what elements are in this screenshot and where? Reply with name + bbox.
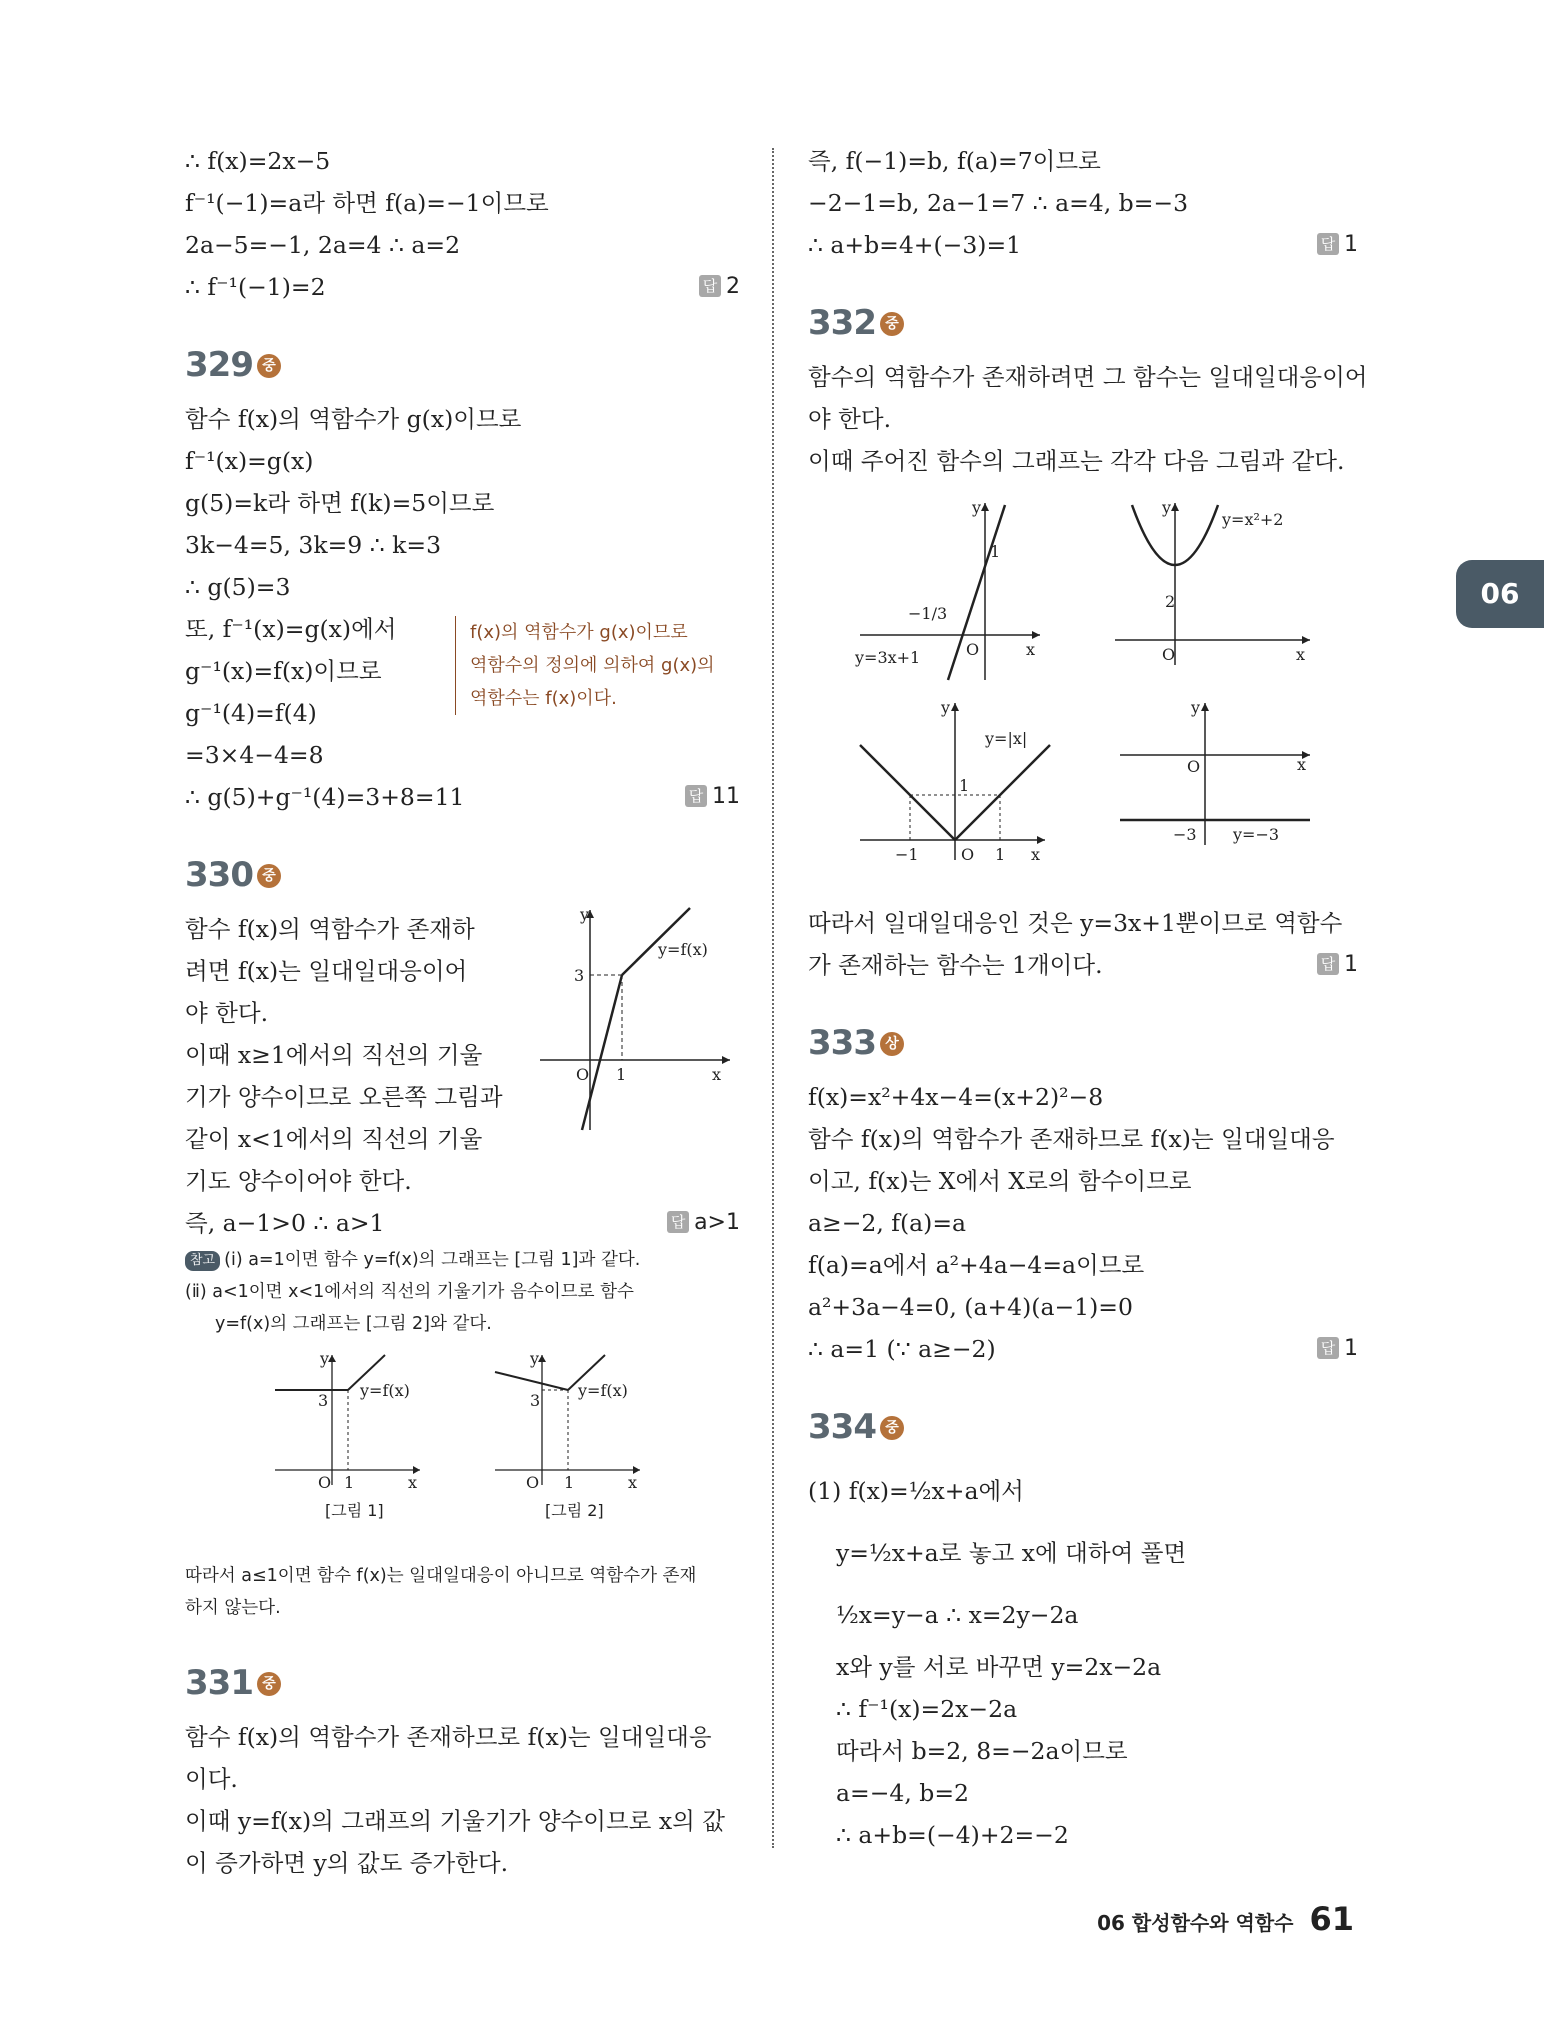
level-badge: 중 — [880, 312, 904, 336]
answer-mark — [699, 266, 740, 308]
problem-number: 334 — [808, 1407, 876, 1447]
axis-label-y: y — [941, 698, 951, 717]
page-number: 61 — [1309, 1900, 1354, 1938]
reference-text: (ⅰ) a=1이면 함수 y=f(x)의 그래프는 [그림 1]과 같다. — [224, 1250, 641, 1270]
origin-label: O — [1187, 757, 1201, 776]
solution-line: g⁻¹(4)=f(4) — [185, 699, 317, 727]
answer-mark — [1317, 944, 1358, 986]
footer-title: 06 합성함수와 역함수 — [1097, 1911, 1294, 1935]
solution-line — [185, 776, 740, 818]
solution-line: ∴ f(x)=2x−5 — [185, 147, 331, 175]
solution-line: 또, f⁻¹(x)=g(x)에서 — [185, 615, 397, 643]
page-footer — [1097, 1900, 1354, 1938]
tick-label: −1/3 — [908, 604, 948, 623]
origin-label: O — [961, 845, 975, 864]
solution-line: 3k−4=5, 3k=9 ∴ k=3 — [185, 531, 442, 559]
solution-line: 함수 f(x)의 역함수가 존재하 — [185, 915, 475, 943]
graph-label: y=f(x) — [360, 1381, 410, 1400]
reference-line — [185, 1244, 740, 1276]
conclusion-line: 따라서 a≤1이면 함수 f(x)는 일대일대응이 아니므로 역함수가 존재 — [185, 1566, 697, 1586]
axis-label-y: y — [972, 498, 982, 517]
level-badge: 상 — [880, 1032, 904, 1056]
conclusion-line: 하지 않는다. — [185, 1598, 281, 1618]
graph-label: y=−3 — [1233, 825, 1280, 844]
solution-line: 이다. — [185, 1765, 238, 1793]
answer-label: 답 — [699, 275, 721, 297]
answer-value: 11 — [712, 784, 740, 809]
solution-line: 야 한다. — [185, 999, 269, 1027]
solution-line: 따라서 b=2, 8=−2a이므로 — [836, 1737, 1128, 1765]
solution-line: −2−1=b, 2a−1=7 ∴ a=4, b=−3 — [808, 189, 1189, 217]
solution-line: 이 증가하면 y의 값도 증가한다. — [185, 1849, 509, 1877]
graph-label: y=x²+2 — [1222, 510, 1284, 529]
graph-332-constant — [1115, 695, 1315, 855]
tick-label: 3 — [530, 1391, 541, 1410]
solution-line: 같이 x<1에서의 직선의 기울 — [185, 1125, 483, 1153]
solution-text: ∴ f⁻¹(−1)=2 — [185, 273, 326, 301]
answer-mark — [1317, 1328, 1358, 1370]
solution-line: 야 한다. — [808, 405, 892, 433]
axis-label-x: x — [1026, 640, 1036, 659]
solution-line: 함수의 역함수가 존재하려면 그 함수는 일대일대응이어 — [808, 363, 1368, 391]
solution-line: a=−4, b=2 — [836, 1779, 969, 1807]
tick-label: 2 — [1165, 592, 1176, 611]
problem-number: 329 — [185, 345, 253, 385]
solution-line — [808, 944, 1358, 986]
figure-caption: [그림 1] — [325, 1501, 384, 1520]
solution-line: 기가 양수이므로 오른쪽 그림과 — [185, 1083, 503, 1111]
origin-label: O — [576, 1065, 590, 1084]
tick-label: 1 — [990, 542, 1001, 561]
side-note-line: 역함수는 f(x)이다. — [470, 688, 617, 709]
solution-line: f⁻¹(x)=g(x) — [185, 447, 314, 475]
solution-line: a≥−2, f(a)=a — [808, 1209, 967, 1237]
reference-figure-1 — [270, 1350, 430, 1490]
solution-line: 즉, f(−1)=b, f(a)=7이므로 — [808, 147, 1101, 175]
solution-line: g⁻¹(x)=f(x)이므로 — [185, 657, 382, 685]
answer-mark — [1317, 224, 1358, 266]
solution-line: ∴ g(5)=3 — [185, 573, 291, 601]
axis-label-x: x — [1031, 845, 1041, 864]
tick-label: 3 — [574, 966, 585, 985]
origin-label: O — [966, 640, 980, 659]
tick-label: 1 — [564, 1473, 575, 1490]
axis-label-y: y — [320, 1350, 330, 1368]
solution-line: f(x)=x²+4x−4=(x+2)²−8 — [808, 1083, 1104, 1111]
tick-label: −1 — [895, 845, 919, 864]
tick-label: 1 — [344, 1473, 355, 1490]
figure-caption: [그림 2] — [545, 1501, 604, 1520]
solution-line: 려면 f(x)는 일대일대응이어 — [185, 957, 468, 985]
tick-label: 1 — [616, 1065, 627, 1084]
problem-number: 331 — [185, 1663, 253, 1703]
solution-line: =3×4−4=8 — [185, 741, 324, 769]
axis-label-x: x — [1296, 645, 1306, 664]
origin-label: O — [526, 1473, 540, 1490]
level-badge: 중 — [257, 864, 281, 888]
solution-text: ∴ a+b=4+(−3)=1 — [808, 231, 1022, 259]
solution-line: 따라서 일대일대응인 것은 y=3x+1뿐이므로 역함수 — [808, 909, 1343, 937]
axis-label-y: y — [580, 905, 590, 924]
reference-tag: 참고 — [185, 1251, 220, 1271]
solution-line: 함수 f(x)의 역함수가 g(x)이므로 — [185, 405, 522, 433]
problem-number-333 — [808, 1016, 1358, 1070]
reference-line: (ⅱ) a<1이면 x<1에서의 직선의 기울기가 음수이므로 함수 — [185, 1282, 634, 1302]
solution-line: 이때 y=f(x)의 그래프의 기울기가 양수이므로 x의 값 — [185, 1807, 725, 1835]
solution-line — [808, 224, 1358, 266]
side-note-line: f(x)의 역함수가 g(x)이므로 — [470, 622, 688, 643]
solution-line: f⁻¹(−1)=a라 하면 f(a)=−1이므로 — [185, 189, 549, 217]
tick-label: −3 — [1173, 825, 1197, 844]
chapter-tab: 06 — [1456, 560, 1544, 628]
tick-label: 1 — [959, 776, 970, 795]
solution-line — [808, 1328, 1358, 1370]
answer-label: 답 — [1317, 953, 1339, 975]
graph-label: y=|x| — [985, 729, 1028, 748]
answer-label: 답 — [667, 1211, 689, 1233]
graph-332-abs — [855, 695, 1055, 865]
level-badge: 중 — [880, 1416, 904, 1440]
problem-number-334 — [808, 1400, 1358, 1454]
solution-line: 기도 양수이어야 한다. — [185, 1167, 412, 1195]
answer-label: 답 — [1317, 1337, 1339, 1359]
column-divider — [772, 148, 774, 1848]
reference-figure-2 — [490, 1350, 650, 1490]
graph-label: y=f(x) — [658, 940, 708, 959]
axis-label-x: x — [1297, 755, 1307, 774]
level-badge: 중 — [257, 354, 281, 378]
solution-line: y=½x+a로 놓고 x에 대하여 풀면 — [836, 1539, 1187, 1567]
solution-line: 이때 주어진 함수의 그래프는 각각 다음 그림과 같다. — [808, 447, 1345, 475]
axis-label-y: y — [1162, 498, 1172, 517]
solution-line: ∴ f⁻¹(x)=2x−2a — [836, 1695, 1018, 1723]
axis-label-y: y — [530, 1350, 540, 1368]
solution-line: ½x=y−a ∴ x=2y−2a — [836, 1601, 1079, 1629]
origin-label: O — [318, 1473, 332, 1490]
solution-line: 2a−5=−1, 2a=4 ∴ a=2 — [185, 231, 461, 259]
answer-mark — [685, 776, 740, 818]
solution-text: 가 존재하는 함수는 1개이다. — [808, 951, 1103, 979]
right-column — [808, 140, 1368, 1856]
graph-330 — [530, 900, 740, 1140]
solution-line: 함수 f(x)의 역함수가 존재하므로 f(x)는 일대일대응 — [185, 1723, 712, 1751]
solution-line: a²+3a−4=0, (a+4)(a−1)=0 — [808, 1293, 1133, 1321]
solution-text: ∴ a=1 (∵ a≥−2) — [808, 1335, 996, 1363]
solution-text: ∴ g(5)+g⁻¹(4)=3+8=11 — [185, 783, 465, 811]
problem-number-331 — [185, 1656, 740, 1710]
reference-figures-space — [185, 1340, 740, 1560]
answer-label: 답 — [685, 785, 707, 807]
answer-value: 1 — [1344, 232, 1358, 257]
origin-label: O — [1162, 645, 1176, 664]
tick-label: 1 — [995, 845, 1006, 864]
solution-line: 이고, f(x)는 X에서 X로의 함수이므로 — [808, 1167, 1192, 1195]
solution-text: 즉, a−1>0 ∴ a>1 — [185, 1209, 385, 1237]
solution-line: 함수 f(x)의 역함수가 존재하므로 f(x)는 일대일대응 — [808, 1125, 1335, 1153]
problem-number: 332 — [808, 303, 876, 343]
problem-number-330 — [185, 848, 740, 902]
level-badge: 중 — [257, 1672, 281, 1696]
graph-label: y=3x+1 — [855, 648, 921, 667]
answer-value: 1 — [1344, 952, 1358, 977]
axis-label-x: x — [408, 1473, 418, 1490]
solution-line: x와 y를 서로 바꾸면 y=2x−2a — [836, 1653, 1162, 1681]
problem-number-329 — [185, 338, 740, 392]
axis-label-x: x — [712, 1065, 722, 1084]
tick-label: 3 — [318, 1391, 329, 1410]
solution-line — [185, 1202, 740, 1244]
reference-line: y=f(x)의 그래프는 [그림 2]와 같다. — [215, 1314, 492, 1334]
answer-value: a>1 — [694, 1210, 740, 1235]
solution-line: f(a)=a에서 a²+4a−4=a이므로 — [808, 1251, 1145, 1279]
axis-label-x: x — [628, 1473, 638, 1490]
problem-number: 330 — [185, 855, 253, 895]
solution-line: g(5)=k라 하면 f(k)=5이므로 — [185, 489, 495, 517]
problem-number-332 — [808, 296, 1358, 350]
answer-label: 답 — [1317, 233, 1339, 255]
solution-line: ∴ a+b=(−4)+2=−2 — [836, 1821, 1069, 1849]
problem-number: 333 — [808, 1023, 876, 1063]
answer-value: 1 — [1344, 1336, 1358, 1361]
solution-line: 이때 x≥1에서의 직선의 기울 — [185, 1041, 483, 1069]
answer-mark — [667, 1202, 740, 1244]
graph-label: y=f(x) — [578, 1381, 628, 1400]
side-note — [455, 616, 760, 715]
side-note-line: 역함수의 정의에 의하여 g(x)의 — [470, 655, 715, 676]
axis-label-y: y — [1191, 698, 1201, 717]
graph-332-linear — [850, 495, 1050, 685]
answer-value: 2 — [726, 274, 740, 299]
graph-332-parabola — [1110, 495, 1320, 685]
solution-line: (1) f(x)=½x+a에서 — [808, 1477, 1024, 1505]
solution-line — [185, 266, 740, 308]
